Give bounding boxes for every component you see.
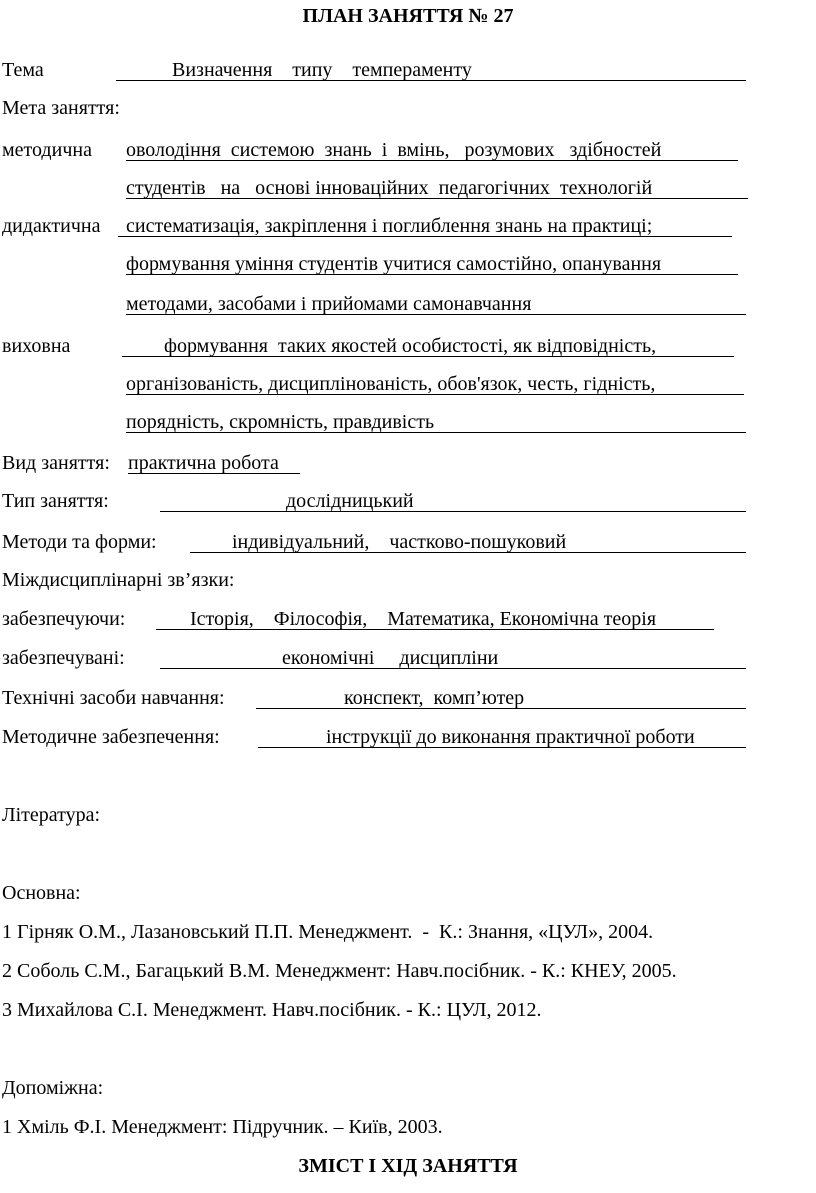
tech-label: Технічні засоби навчання: — [2, 687, 225, 709]
method-support-label: Методичне забезпечення: — [2, 726, 220, 748]
lesson-type-label: Тип заняття: — [2, 490, 109, 512]
methodical-line-2: студентів на основі інноваційних педагогічних технологій — [126, 177, 653, 199]
lesson-type-underline — [160, 511, 746, 512]
didactic-line-3: методами, засобами і прийомами самонавчання — [126, 293, 532, 315]
didactic-line-1: систематизація, закріплення і поглиблення знань на практиці; — [126, 215, 653, 237]
topic-label: Тема — [2, 59, 44, 81]
tech-value: конспект, комп’ютер — [344, 687, 525, 709]
literature-extra-item: 1 Хміль Ф.І. Менеджмент: Підручник. – Київ, 2003. — [2, 1116, 443, 1138]
literature-extra-heading: Допоміжна: — [2, 1077, 104, 1099]
literature-main-item: 3 Михайлова С.І. Менеджмент. Навч.посібник. - К.: ЦУЛ, 2012. — [2, 999, 542, 1021]
provided-value: економічні дисципліни — [282, 647, 499, 669]
methodical-line-1: оволодіння системою знань і вмінь, розумових здібностей — [126, 139, 662, 161]
educational-line-1: формування таких якостей особистості, як відповідність, — [164, 335, 657, 357]
goal-label: Мета заняття: — [2, 97, 120, 119]
provided-label: забезпечувані: — [2, 647, 125, 669]
providing-label: забезпечуючи: — [2, 608, 126, 630]
methodical-label: методична — [2, 139, 92, 161]
literature-heading: Література: — [2, 804, 101, 826]
educational-line-3: порядність, скромність, правдивість — [126, 411, 435, 433]
educational-line-2: організованість, дисциплінованість, обов'язок, честь, гідність, — [126, 373, 656, 395]
literature-main-heading: Основна: — [2, 882, 81, 904]
interdisciplinary-label: Міждисциплінарні зв’язки: — [2, 569, 235, 591]
method-support-value: інструкції до виконання практичної роботи — [326, 726, 695, 748]
methods-label: Методи та форми: — [2, 531, 157, 553]
literature-main-item: 1 Гірняк О.М., Лазановський П.П. Менеджмент. - К.: Знання, «ЦУЛ», 2004. — [2, 921, 654, 943]
didactic-line-2: формування уміння студентів учитися самостійно, опанування — [126, 253, 662, 275]
educational-label: виховна — [2, 335, 71, 357]
methods-value: індивідуальний, частково-пошуковий — [232, 531, 567, 553]
providing-value: Історія, Філософія, Математика, Економічна теорія — [190, 608, 657, 630]
lesson-type-value: дослідницький — [286, 490, 414, 512]
lesson-kind-value: практична робота — [128, 452, 279, 474]
didactic-label: дидактична — [2, 215, 101, 237]
literature-main-item: 2 Соболь С.М., Багацький В.М. Менеджмент: Навч.посібник. - К.: КНЕУ, 2005. — [2, 960, 677, 982]
page-title: ПЛАН ЗАНЯТТЯ № 27 — [302, 5, 514, 27]
section-title: ЗМІСТ І ХІД ЗАНЯТТЯ — [298, 1155, 518, 1177]
topic-value: Визначення типу темпераменту — [172, 59, 472, 81]
lesson-kind-label: Вид заняття: — [2, 452, 110, 474]
